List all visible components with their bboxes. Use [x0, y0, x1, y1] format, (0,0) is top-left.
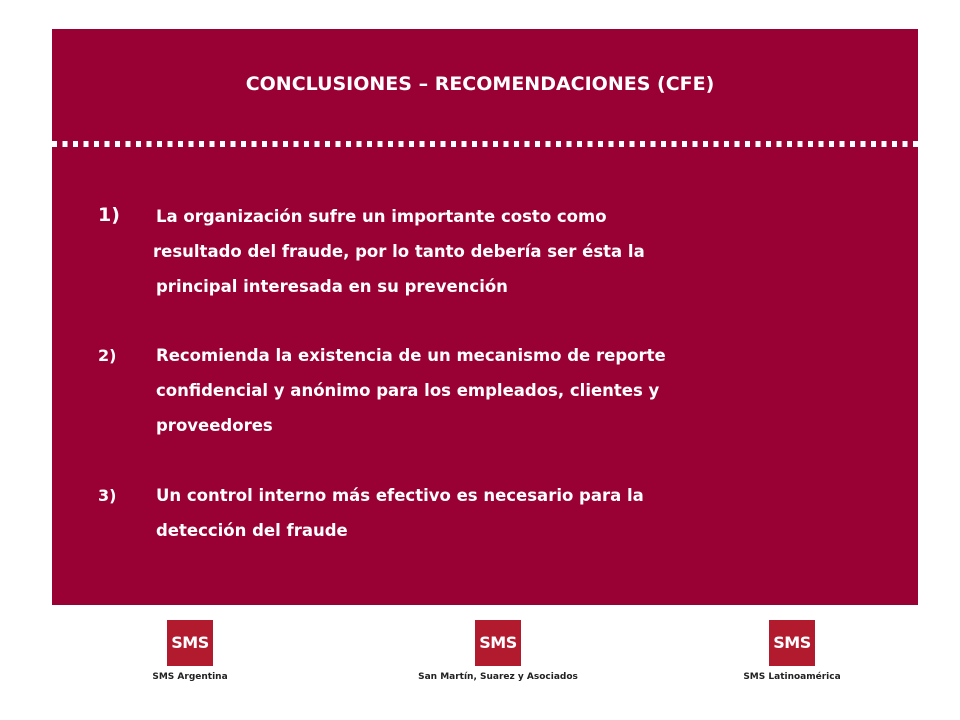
sms-logo-mark: SMS — [475, 620, 521, 666]
item-1-line-1: La organización sufre un importante costo como — [156, 207, 607, 226]
item-2-line-2: confidencial y anónimo para los empleados, clientes y — [156, 381, 660, 400]
item-1-line-3: principal interesada en su prevención — [156, 277, 508, 296]
sms-logo-mark: SMS — [167, 620, 213, 666]
logo-sms-argentina — [125, 620, 255, 682]
logo-caption: SMS Latinoamérica — [743, 672, 841, 682]
item-2-line-1: Recomienda la existencia de un mecanismo de reporte — [156, 346, 666, 365]
item-3-number: 3) — [98, 486, 117, 505]
logo-caption: SMS Argentina — [152, 672, 228, 682]
item-2-line-3: proveedores — [156, 416, 273, 435]
logo-caption: San Martín, Suarez y Asociados — [418, 672, 578, 682]
item-3-line-1: Un control interno más efectivo es necesario para la — [156, 486, 644, 505]
item-1-line-2: resultado del fraude, por lo tanto debería ser ésta la — [153, 242, 645, 261]
logo-san-martin-suarez — [400, 620, 596, 682]
item-3-line-2: detección del fraude — [156, 521, 348, 540]
item-1-number: 1) — [98, 204, 120, 226]
sms-logo-mark: SMS — [769, 620, 815, 666]
slide-title: CONCLUSIONES – RECOMENDACIONES (CFE) — [245, 73, 715, 95]
logo-sms-latinoamerica — [720, 620, 864, 682]
item-2-number: 2) — [98, 346, 117, 365]
